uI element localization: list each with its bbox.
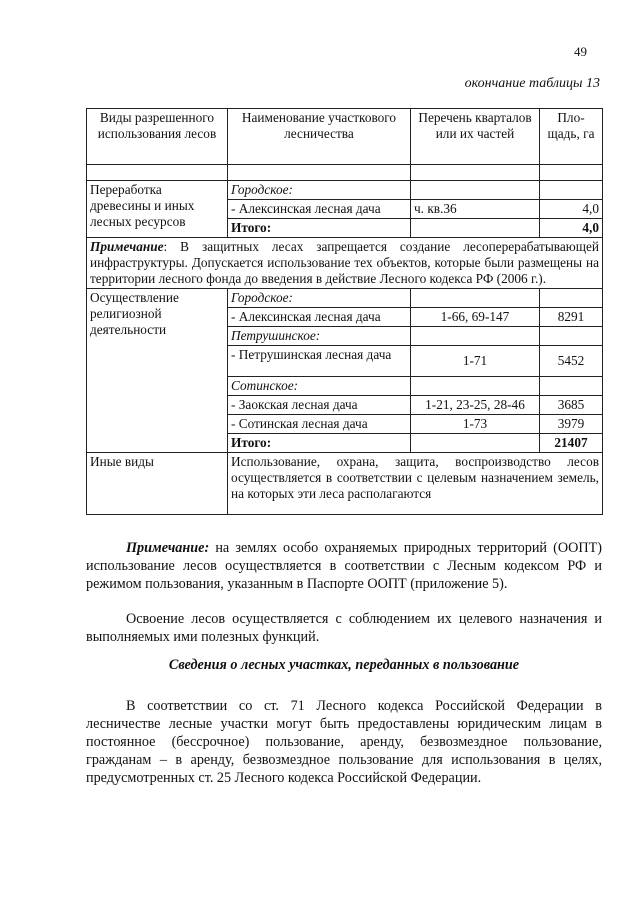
table-row bbox=[87, 453, 603, 515]
oopt-note-paragraph bbox=[86, 539, 602, 593]
table-caption: окончание таблицы 13 bbox=[464, 76, 600, 91]
site-cell: - Алексинская лесная дача bbox=[228, 308, 411, 327]
quarters-cell: 1-73 bbox=[411, 415, 540, 434]
area-cell: 5452 bbox=[540, 346, 603, 377]
quarters-cell: 1-66, 69-147 bbox=[411, 308, 540, 327]
table-header-row bbox=[87, 109, 603, 165]
use-type-cell: Иные виды bbox=[87, 453, 228, 515]
use-type-cell: Осуществление религиозной деятельности bbox=[87, 289, 228, 453]
total-area: 21407 bbox=[540, 434, 603, 453]
paragraph: В соответствии со ст. 71 Лесного кодекса Российской Федерации в лесничестве лесные участки могут быть предоставлены юридическим лицам в постоянное (бессрочное) пользование, аренду, безвозмездное пользование, гражданам – в аренду, безвозмездное пользование для использования в целях, предусмотренных ст. 25 Лесного кодекса Российской Федерации. bbox=[86, 698, 602, 786]
table-note bbox=[87, 238, 603, 289]
district-cell: Петрушинское: bbox=[228, 327, 411, 346]
district-cell: Городское: bbox=[228, 181, 411, 200]
other-uses-text: Использование, охрана, защита, воспроизводство лесов осуществляется в соответствии с целевым назначением земель, на которых эти леса располагаются bbox=[228, 453, 603, 515]
page-number: 49 bbox=[574, 44, 587, 59]
site-cell: - Сотинская лесная дача bbox=[228, 415, 411, 434]
district-cell: Городское: bbox=[228, 289, 411, 308]
use-type-cell: Переработка древесины и иных лесных ресурсов bbox=[87, 181, 228, 238]
area-cell: 3979 bbox=[540, 415, 603, 434]
note-label: Примечание bbox=[90, 239, 164, 254]
table-row bbox=[87, 181, 603, 200]
area-cell: 8291 bbox=[540, 308, 603, 327]
quarters-cell: 1-71 bbox=[411, 346, 540, 377]
header-use-types: Виды разрешенного использования лесов bbox=[87, 109, 228, 165]
total-label: Итого: bbox=[228, 434, 411, 453]
district-cell: Сотинское: bbox=[228, 377, 411, 396]
header-quarters: Перечень кварталов или их частей bbox=[411, 109, 540, 165]
quarters-cell: 1-21, 23-25, 28-46 bbox=[411, 396, 540, 415]
table-blank-row bbox=[87, 165, 603, 181]
site-cell: - Петрушинская лесная дача bbox=[228, 346, 411, 377]
section-title: Сведения о лесных участках, переданных в пользование bbox=[168, 657, 520, 673]
note-text: : В защитных лесах запрещается создание лесоперерабатывающей инфраструктуры. Допускается использование тех объектов, которые были размещены на территории лесного фонда до введения в действие Лесного кодекса РФ (2006 г.). bbox=[90, 239, 599, 286]
note-text: на землях особо охраняемых природных территорий (ООПТ) использование лесов осуществляется в соответствии с Лесным кодексом РФ и режимом пользования, указанным в Паспорте ООПТ (приложение 5). bbox=[86, 540, 602, 592]
table-note-row bbox=[87, 238, 603, 289]
area-cell: 4,0 bbox=[540, 200, 603, 219]
site-cell: - Алексинская лесная дача bbox=[228, 200, 411, 219]
forest-use-table bbox=[86, 108, 603, 515]
area-cell: 3685 bbox=[540, 396, 603, 415]
note-label: Примечание: bbox=[126, 540, 210, 556]
paragraph: Освоение лесов осуществляется с соблюдением их целевого назначения и выполняемых ими полезных функций. bbox=[86, 611, 602, 645]
table-row bbox=[87, 289, 603, 308]
header-area: Пло-щадь, га bbox=[540, 109, 603, 165]
total-label: Итого: bbox=[228, 219, 411, 238]
header-district: Наименование участкового лесничества bbox=[228, 109, 411, 165]
total-area: 4,0 bbox=[540, 219, 603, 238]
site-cell: - Заокская лесная дача bbox=[228, 396, 411, 415]
quarters-cell: ч. кв.36 bbox=[411, 200, 540, 219]
